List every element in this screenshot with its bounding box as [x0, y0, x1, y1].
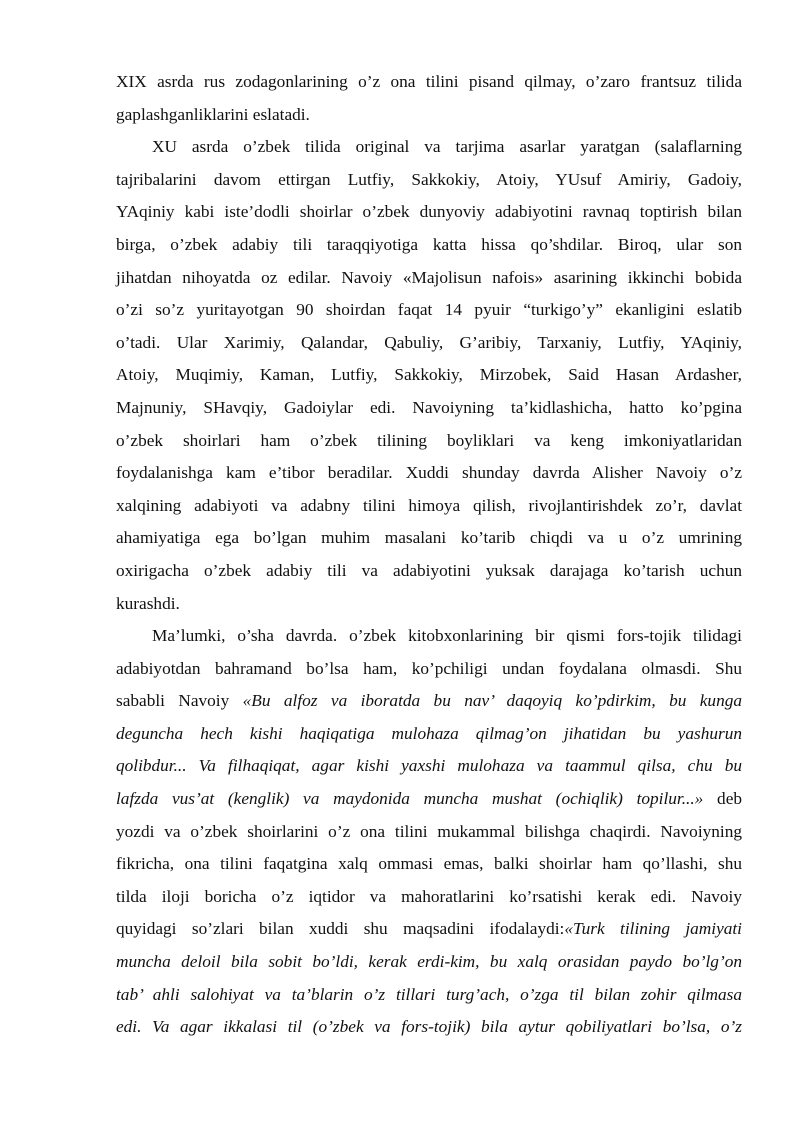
text-line — [116, 262, 742, 295]
body-text: fikricha, ona tilini faqatgina xalq ommasi emas, balki shoirlar ham qo’llashi, shu — [116, 854, 742, 874]
body-text: tajribalarini davom ettirgan Lutfiy, Sakkokiy, Atoiy, YUsuf Amiriy, Gadoiy, — [116, 169, 742, 189]
body-text: quyidagi so’zlari bilan xuddi shu maqsadini ifodalaydi: — [116, 919, 565, 939]
italic-quote-text: muncha deloil bila sobit bo’ldi, kerak erdi-kim, bu xalq orasidan paydo bo’lg’on — [116, 952, 742, 972]
text-line — [116, 490, 742, 523]
text-line — [116, 750, 742, 783]
italic-quote-text: lafzda vus’at (kenglik) va maydonida muncha mushat (ochiqlik) topilur...» — [116, 789, 704, 809]
body-text: birga, o’zbek adabiy tili taraqqiyotiga katta hissa qo’shdilar. Biroq, ular son — [116, 234, 742, 254]
text-line — [116, 327, 742, 360]
text-line — [116, 1011, 742, 1044]
text-line — [116, 685, 742, 718]
body-text: gaplashganliklarini eslatadi. — [116, 104, 310, 124]
italic-quote-text: «Turk tilining jamiyati — [564, 919, 742, 939]
body-text: adabiyotdan bahramand bo’lsa ham, ko’pchiligi undan foydalana olmasdi. Shu — [116, 658, 742, 678]
body-text: XIX asrda rus zodagonlarining o’z ona tilini pisand qilmay, o’zaro frantsuz tilida — [116, 72, 742, 91]
document-page — [116, 66, 742, 1044]
text-line — [116, 816, 742, 849]
text-line — [116, 457, 742, 490]
text-line — [116, 196, 742, 229]
text-line — [116, 620, 742, 653]
text-line — [116, 392, 742, 425]
italic-quote-text: deguncha hech kishi haqiqatiga mulohaza qilmag’on jihatidan bu yashurun — [116, 723, 742, 743]
body-text: kurashdi. — [116, 593, 180, 613]
text-line — [116, 131, 742, 164]
body-text: o’tadi. Ular Xarimiy, Qalandar, Qabuliy, G’aribiy, Tarxaniy, Lutfiy, YAqiniy, — [116, 332, 742, 352]
body-text: o’zi so’z yuritayotgan 90 shoirdan faqat 14 pyuir “turkigo’y” ekanligini eslatib — [116, 300, 742, 320]
text-line — [116, 588, 742, 621]
text-line — [116, 294, 742, 327]
body-text: oxirigacha o’zbek adabiy tili va adabiyotini yuksak darajaga ko’tarish uchun — [116, 560, 742, 580]
body-text: jihatdan nihoyatda oz edilar. Navoiy «Majolisun nafois» asarining ikkinchi bobida — [116, 267, 742, 287]
italic-quote-text: «Bu alfoz va iboratda bu nav’ daqoyiq ko’pdirkim, bu kunga — [242, 691, 742, 711]
text-line — [116, 718, 742, 751]
text-line — [116, 229, 742, 262]
text-line — [116, 848, 742, 881]
body-text: o’zbek shoirlari ham o’zbek tilining boyliklari va keng imkoniyatlaridan — [116, 430, 742, 450]
italic-quote-text: qolibdur... Va filhaqiqat, agar kishi yaxshi mulohaza va taammul qilsa, chu bu — [116, 756, 742, 776]
text-line — [116, 783, 742, 816]
text-line — [116, 653, 742, 686]
body-text: yozdi va o’zbek shoirlarini o’z ona tilini mukammal bilishga chaqirdi. Navoiyning — [116, 821, 742, 841]
text-line — [116, 164, 742, 197]
text-line — [116, 66, 742, 99]
text-line — [116, 979, 742, 1012]
text-line — [116, 881, 742, 914]
body-text: XU asrda o’zbek tilida original va tarjima asarlar yaratgan (salaflarning — [152, 137, 742, 157]
text-line — [116, 522, 742, 555]
body-text: ahamiyatiga ega bo’lgan muhim masalani ko’tarib chiqdi va u o’z umrining — [116, 528, 742, 548]
body-text: Majnuniy, SHavqiy, Gadoiylar edi. Navoiyning ta’kidlashicha, hatto ko’pgina — [116, 397, 742, 417]
body-text: Ma’lumki, o’sha davrda. o’zbek kitobxonlarining bir qismi fors-tojik tilidagi — [152, 626, 742, 646]
text-line — [116, 425, 742, 458]
body-text: tilda iloji boricha o’z iqtidor va mahoratlarini ko’rsatishi kerak edi. Navoiy — [116, 886, 742, 906]
text-line — [116, 359, 742, 392]
body-text: xalqining adabiyoti va adabny tilini himoya qilish, rivojlantirishdek zo’r, davlat — [116, 495, 742, 515]
body-text: sababli Navoiy — [116, 691, 243, 711]
text-line — [116, 99, 742, 132]
text-line — [116, 913, 742, 946]
text-line — [116, 555, 742, 588]
italic-quote-text: tab’ ahli salohiyat va ta’blarin o’z tillari turg’ach, o’zga til bilan zohir qilmasa — [116, 984, 742, 1004]
text-line — [116, 946, 742, 979]
body-text: YAqiniy kabi iste’dodli shoirlar o’zbek dunyoviy adabiyotini ravnaq toptirish bilan — [116, 202, 742, 222]
italic-quote-text: edi. Va agar ikkalasi til (o’zbek va fors-tojik) bila aytur qobiliyatlari bo’lsa, o’z — [116, 1017, 742, 1037]
body-text: foydalanishga kam e’tibor beradilar. Xuddi shunday davrda Alisher Navoiy o’z — [116, 463, 742, 483]
body-text: deb — [703, 789, 743, 809]
body-text: Atoiy, Muqimiy, Kaman, Lutfiy, Sakkokiy, Mirzobek, Said Hasan Ardasher, — [116, 365, 742, 385]
